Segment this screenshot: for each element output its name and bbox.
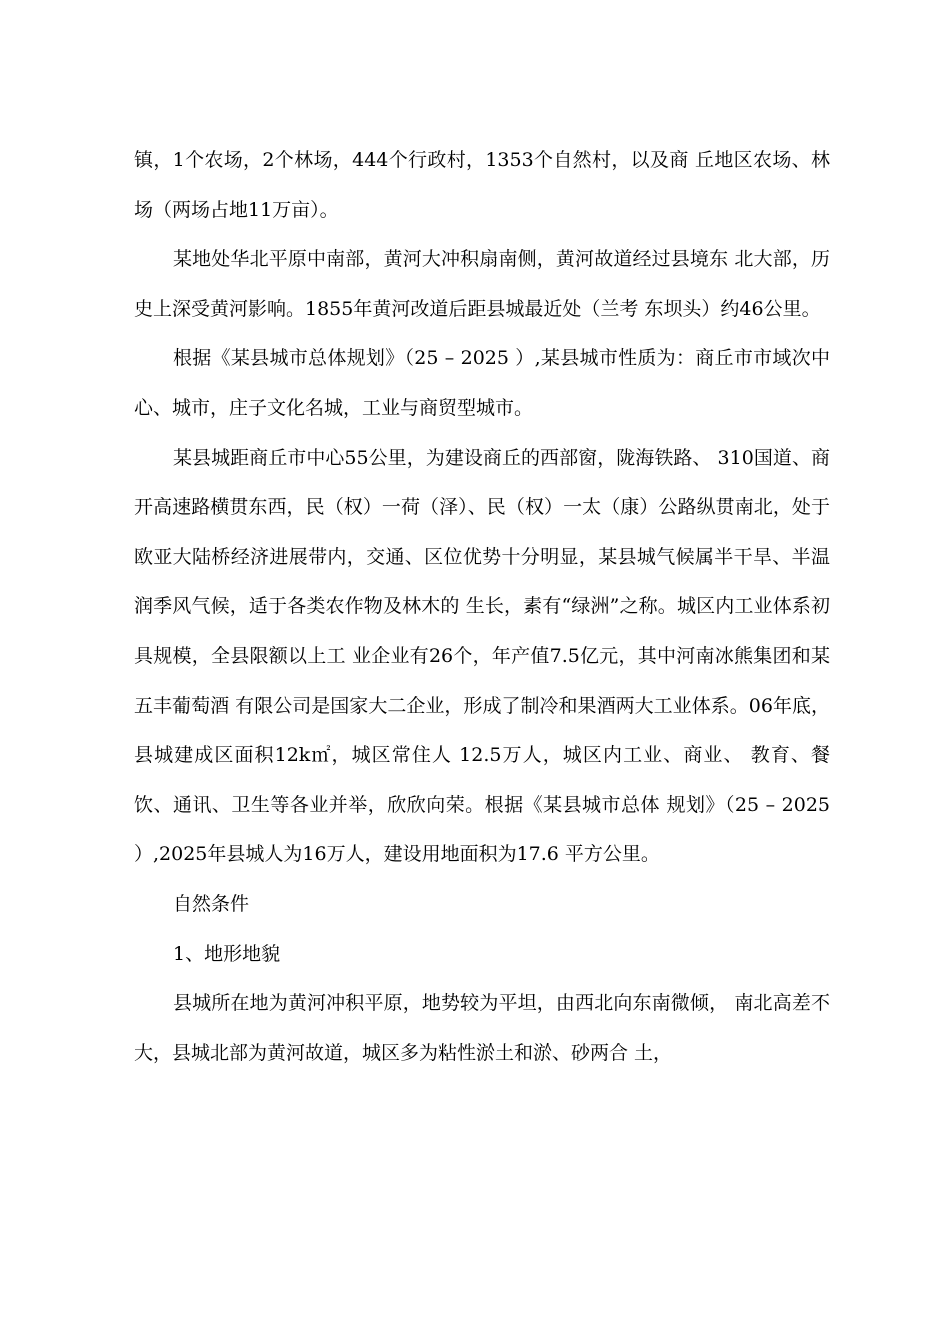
paragraph-geography: 某地处华北平原中南部，黄河大冲积扇南侧，黄河故道经过县境东 北大部，历史上深受黄河影响。1855年黄河改道后距县城最近处（兰考 东坝头）约46公里。 xyxy=(134,248,830,320)
subsection-heading-terrain: 1、地形地貌 xyxy=(173,942,281,965)
paragraph-city-nature: 根据《某县城市总体规划》（25 – 2025 ）,某县城市性质为：商丘市市域次中心、城市，庄子文化名城，工业与商贸型城市。 xyxy=(134,347,830,419)
section-heading-natural-conditions: 自然条件 xyxy=(173,892,250,915)
paragraph-terrain: 县城所在地为黄河冲积平原，地势较为平坦，由西北向东南微倾， 南北高差不大，县城北部为黄河故道，城区多为粘性淤土和淤、砂两合 土， xyxy=(134,992,830,1064)
body-text xyxy=(134,136,830,1078)
paragraph-continuation: 镇，1个农场，2个林场，444个行政村，1353个自然村，以及商 丘地区农场、林场（两场占地11万亩）。 xyxy=(134,149,830,221)
paragraph-city-overview: 某县城距商丘市中心55公里，为建设商丘的西部窗，陇海铁路、 310国道、商开高速路横贯东西，民（权）一荷（泽）、民（权）一太（康）公路纵贯南北，处于欧亚大陆桥经济进展带内，交通、区位优势十分明显，某县城气候属半干旱、半温润季风气候，适于各类农作物及林木的 生长，素有“绿洲”之称。城区内工业体系初具规模，全县限额以上工 业企业有26个，年产值7.5亿元，其中河南冰熊集团和某五丰葡萄酒 有限公司是国家大二企业，形成了制冷和果酒两大工业体系。06年底， 县城建成区面积12k㎡，城区常住人 12.5万人，城区内工业、商业、 教育、餐饮、通讯、卫生等各业并举，欣欣向荣。根据《某县城市总体 规划》（25 – 2025 ）,2025年县城人为16万人，建设用地面积为17.6 平方公里。 xyxy=(134,446,830,866)
